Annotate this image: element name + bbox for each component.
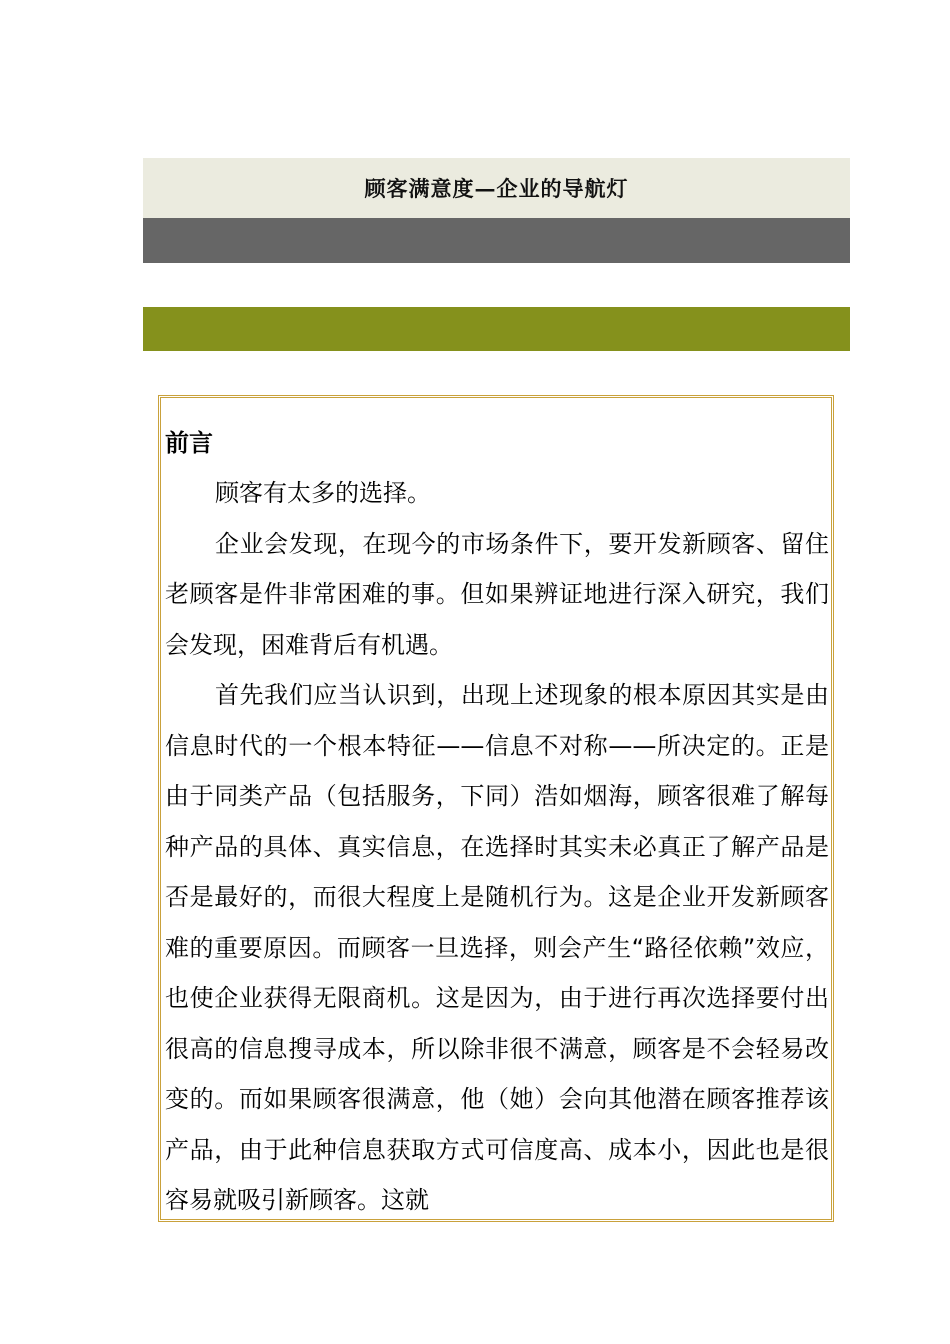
paragraph: 首先我们应当认识到，出现上述现象的根本原因其实是由信息时代的一个根本特征——信息不对称——所决定的。正是由于同类产品（包括服务，下同）浩如烟海，顾客很难了解每种产品的具体、真实信息，在选择时其实未必真正了解产品是否是最好的，而很大程度上是随机行为。这是企业开发新顾客难的重要原因。而顾客一旦选择，则会产生“路径依赖”效应，也使企业获得无限商机。这是因为，由于进行再次选择要付出很高的信息搜寻成本，所以除非很不满意，顾客是不会轻易改变的。而如果顾客很满意，他（她）会向其他潜在顾客推荐该产品，由于此种信息获取方式可信度高、成本小，因此也是很容易就吸引新顾客。这就	[165, 681, 829, 1214]
paragraph: 企业会发现，在现今的市场条件下，要开发新顾客、留住老顾客是件非常困难的事。但如果辨证地进行深入研究，我们会发现，困难背后有机遇。	[165, 529, 829, 659]
olive-divider-band	[143, 307, 850, 351]
document-title: 顾客满意度—企业的导航灯	[364, 176, 629, 201]
gray-divider-band	[143, 218, 850, 263]
paragraph: 顾客有太多的选择。	[215, 479, 431, 507]
content-body	[165, 418, 829, 1222]
section-heading: 前言	[165, 429, 213, 457]
title-band	[143, 158, 850, 218]
content-box	[158, 395, 834, 1222]
